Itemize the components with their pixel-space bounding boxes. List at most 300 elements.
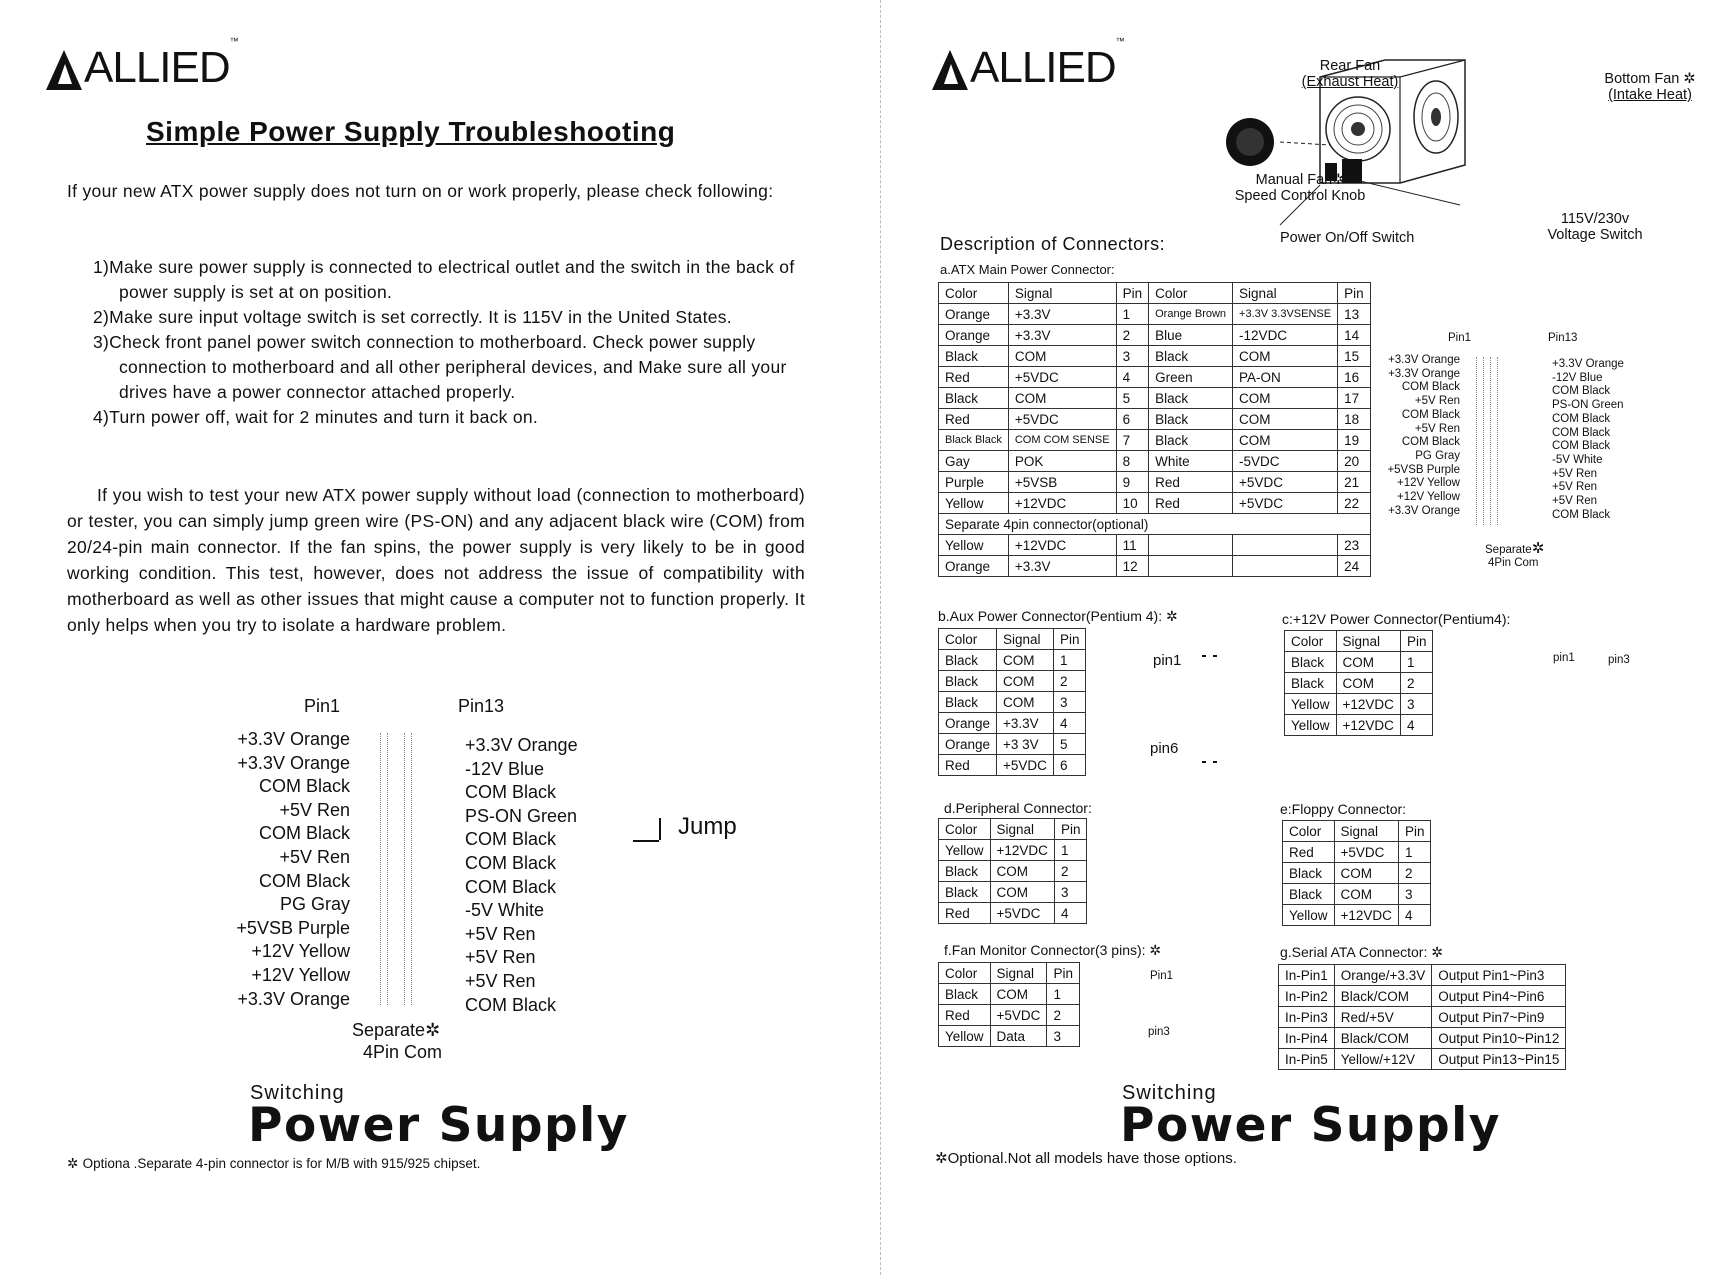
table-row (939, 304, 1371, 325)
mini-connector-dots (1490, 357, 1498, 525)
manual-fan-text: Manual Fan (1255, 172, 1333, 188)
table-cell: 24 (1338, 556, 1371, 577)
mini-pin-label: +5V Ren (1552, 495, 1598, 508)
table-cell: Black (939, 671, 997, 692)
pin-label: +3.3V Orange (465, 735, 578, 755)
step-item: 4)Turn power off, wait for 2 minutes and turn it back on. (93, 407, 539, 427)
table-cell: +5VDC (1334, 842, 1398, 863)
table-cell: Red (939, 755, 997, 776)
table-cell: 1 (1047, 984, 1080, 1005)
separate-4pin: 4Pin Com (363, 1042, 443, 1062)
table-cell: Output Pin4~Pin6 (1432, 986, 1566, 1007)
table-cell: +3.3V (1008, 304, 1116, 325)
sata-caption (1280, 944, 1443, 961)
table-cell: 15 (1338, 346, 1371, 367)
table-header-row (939, 963, 1080, 984)
table-row (1283, 863, 1431, 884)
table-cell: Yellow (939, 535, 1009, 556)
table-cell: Black (1285, 652, 1337, 673)
table-cell: 3 (1053, 692, 1086, 713)
mini-pin-label: +5V Ren (1552, 467, 1598, 480)
jump-bar (659, 818, 661, 840)
table-cell: Black (1149, 430, 1233, 451)
pin-label: +5VSB Purple (236, 917, 350, 938)
table-cell: +3.3V (1008, 556, 1116, 577)
pin-label: COM Black (465, 782, 557, 803)
table-cell: COM (990, 861, 1054, 882)
table-cell: 12 (1116, 556, 1149, 577)
intro-text: If your new ATX power supply does not turn on or work properly, please check following: (67, 181, 774, 201)
table-row (939, 903, 1087, 924)
pin-label: +12V Yellow (251, 941, 350, 962)
table-cell: 3 (1398, 884, 1431, 905)
table-cell: 4 (1400, 715, 1433, 736)
table-cell: 1 (1400, 652, 1433, 673)
asterisk-icon: ✲ (1431, 945, 1443, 961)
header-cell: Color (939, 283, 1009, 304)
power-switch-label: Power On/Off Switch (1280, 230, 1415, 246)
aux-table (938, 628, 1086, 776)
step-item: 2)Make sure input voltage switch is set correctly. It is 115V in the United States. (93, 307, 732, 327)
mini-pin-label: +3.3V Orange (1388, 504, 1460, 517)
bottom-fan-text: Bottom Fan (1604, 71, 1680, 87)
table-cell (1233, 556, 1338, 577)
table-cell: In-Pin4 (1279, 1028, 1335, 1049)
table-cell: In-Pin3 (1279, 1007, 1335, 1028)
table-cell: +3.3V (997, 713, 1054, 734)
mini-pin-label: COM Black (1552, 412, 1611, 425)
table-cell: Black Black (939, 430, 1009, 451)
table-cell: COM (990, 882, 1054, 903)
table-cell: COM (997, 671, 1054, 692)
mini-pin-label: PS-ON Green (1552, 399, 1624, 412)
table-row (939, 734, 1086, 755)
table-header-row (1283, 821, 1431, 842)
table-cell: Black (939, 882, 991, 903)
atx-main-table (938, 282, 1371, 577)
mini-pin-label: +12V Yellow (1397, 491, 1460, 504)
mini-pin-label: COM Black (1401, 381, 1460, 394)
header-cell: Color (939, 629, 997, 650)
mini-pin-label: +5V Ren (1552, 481, 1598, 494)
mini-pin-label: -12V Blue (1552, 371, 1603, 384)
table-cell: COM COM SENSE (1008, 430, 1116, 451)
table-row (1283, 842, 1431, 863)
header-cell: Color (939, 819, 991, 840)
pin-label: +5V Ren (279, 799, 350, 820)
table-cell: +3.3V (1008, 325, 1116, 346)
header-cell: Pin (1047, 963, 1080, 984)
aux-connector-icon (1202, 655, 1206, 763)
asterisk-icon: ✲ (1531, 539, 1545, 557)
mini-pin-label: COM Black (1552, 440, 1611, 453)
pin-label: +5V Ren (465, 923, 536, 944)
table-cell: +5VDC (1008, 409, 1116, 430)
header-cell: Pin (1116, 283, 1149, 304)
table-cell: Orange (939, 325, 1009, 346)
power-supply-label: Power Supply (1120, 1098, 1501, 1153)
mini-pin-list-right (1552, 358, 1662, 522)
asterisk-icon: ✲ (1683, 71, 1696, 87)
table-row (1279, 1028, 1566, 1049)
table-row (939, 692, 1086, 713)
asterisk-icon: ✲ (67, 1156, 83, 1172)
pin-label: +3.3V Orange (237, 752, 350, 773)
sata-caption-text: g.Serial ATA Connector: (1280, 944, 1428, 960)
table-cell: Orange (939, 556, 1009, 577)
header-cell: Pin (1338, 283, 1371, 304)
table-row (1285, 673, 1433, 694)
table-cell: Black/COM (1334, 1028, 1431, 1049)
bottom-fan-label (1580, 71, 1720, 103)
table-cell: +5VDC (997, 755, 1054, 776)
right-page (890, 0, 1725, 1275)
table-cell: COM (1008, 346, 1116, 367)
table-row (939, 840, 1087, 861)
mini-separate-4pin: 4Pin Com (1488, 557, 1539, 569)
header-cell: Signal (990, 963, 1047, 984)
header-cell: Signal (1233, 283, 1338, 304)
table-cell: COM (1334, 884, 1398, 905)
page-title: Simple Power Supply Troubleshooting (146, 116, 676, 147)
mini-pin-label: COM Black (1401, 436, 1460, 449)
table-row (1285, 715, 1433, 736)
table-cell: +12VDC (1334, 905, 1398, 926)
table-cell: Yellow (939, 840, 991, 861)
table-cell (1233, 535, 1338, 556)
table-cell: Red (1283, 842, 1335, 863)
table-cell: COM (1336, 673, 1400, 694)
table-cell: +5VDC (990, 903, 1054, 924)
allied-logo-mark-icon (932, 50, 968, 90)
table-cell: White (1149, 451, 1233, 472)
switching-label: Switching (250, 1082, 345, 1104)
table-row (1279, 1007, 1566, 1028)
mini-pin-label: +5VSB Purple (1387, 463, 1460, 476)
pin-label: PG Gray (279, 894, 350, 915)
peripheral-table (938, 818, 1087, 924)
pin-label: COM Black (465, 852, 557, 873)
voltage-switch-text: 115V/230v (1560, 211, 1630, 227)
table-cell: Red (939, 409, 1009, 430)
mini-pin-label: COM Black (1552, 508, 1611, 521)
table-row (1283, 884, 1431, 905)
pin-label: -12V Blue (465, 758, 545, 779)
aux-caption (938, 608, 1178, 625)
p12-caption: c:+12V Power Connector(Pentium4): (1282, 611, 1511, 627)
description-heading: Description of Connectors: (940, 234, 1166, 254)
fan-table (938, 962, 1080, 1047)
table-cell: 2 (1053, 671, 1086, 692)
table-cell: Orange/+3.3V (1334, 965, 1431, 986)
fan-pin3-label: pin3 (1148, 1026, 1170, 1038)
mini-pin1-label: Pin1 (1448, 332, 1472, 344)
mini-connector-dots (1476, 357, 1484, 525)
table-header-row (939, 629, 1086, 650)
header-cell: Color (1283, 821, 1335, 842)
table-cell: Purple (939, 472, 1009, 493)
table-row (939, 325, 1371, 346)
separate-note (352, 1020, 440, 1041)
table-cell: 2 (1047, 1005, 1080, 1026)
p12-pin3-label: pin3 (1608, 654, 1630, 666)
table-cell: Black (939, 650, 997, 671)
table-cell: Black (939, 346, 1009, 367)
table-cell: COM (997, 692, 1054, 713)
table-cell: 3 (1054, 882, 1087, 903)
allied-logo: ALLIED ™ (46, 30, 239, 90)
table-cell: COM (1233, 430, 1338, 451)
table-cell: 7 (1116, 430, 1149, 451)
table-cell: 3 (1400, 694, 1433, 715)
aux-caption-text: b.Aux Power Connector(Pentium 4): (938, 608, 1163, 624)
table-cell: Red (1149, 472, 1233, 493)
table-cell: Black (939, 692, 997, 713)
mini-pin-label: -5V White (1552, 453, 1603, 466)
table-cell: Orange (939, 734, 997, 755)
pin-label: +5V Ren (279, 846, 350, 867)
voltage-switch-label (1520, 211, 1670, 243)
table-cell: 4 (1398, 905, 1431, 926)
aux-pin6-label: pin6 (1150, 740, 1179, 757)
asterisk-icon: ✲ (1166, 609, 1178, 625)
table-cell: 6 (1116, 409, 1149, 430)
table-cell: Red (939, 1005, 991, 1026)
floppy-caption: e:Floppy Connector: (1280, 801, 1407, 817)
pin-label: +3.3V Orange (237, 988, 350, 1009)
table-cell: +12VDC (1336, 715, 1400, 736)
table-cell: COM (1336, 652, 1400, 673)
table-cell: Orange Brown (1149, 304, 1233, 325)
table-cell: -12VDC (1233, 325, 1338, 346)
table-cell: +5VDC (1233, 493, 1338, 514)
table-cell: -5VDC (1233, 451, 1338, 472)
header-cell: Signal (997, 629, 1054, 650)
power-supply-label: Power Supply (248, 1098, 629, 1153)
pin1-label: Pin1 (304, 696, 341, 716)
table-cell: PA-ON (1233, 367, 1338, 388)
allied-logo: ALLIED ™ (932, 30, 1125, 90)
table-cell: 21 (1338, 472, 1371, 493)
table-cell: COM (1008, 388, 1116, 409)
table-row (939, 882, 1087, 903)
header-cell: Signal (1336, 631, 1400, 652)
mini-separate (1485, 539, 1545, 558)
manual-fan-sub: Speed Control Knob (1234, 188, 1366, 204)
table-cell: Data (990, 1026, 1047, 1047)
table-cell: Red (939, 903, 991, 924)
table-cell: Black (1283, 884, 1335, 905)
pin-label: -5V White (465, 900, 545, 921)
fan-caption (944, 942, 1161, 959)
footnote (935, 1149, 1237, 1167)
pin-label: COM Black (465, 829, 557, 850)
page-fold (880, 0, 882, 1275)
table-cell: Yellow (939, 493, 1009, 514)
table-cell: In-Pin5 (1279, 1049, 1335, 1070)
table-cell: COM (1233, 346, 1338, 367)
table-cell: COM (997, 650, 1054, 671)
table-row (939, 430, 1371, 451)
footnote-text: Optional.Not all models have those options. (947, 1150, 1237, 1167)
pin-label: +5V Ren (465, 947, 536, 968)
bottom-fan-icon (1414, 81, 1458, 153)
table-cell: Yellow (939, 1026, 991, 1047)
rear-fan-text: Rear Fan (1319, 58, 1381, 74)
table-cell: 5 (1053, 734, 1086, 755)
mini-pin-label: +12V Yellow (1397, 477, 1460, 490)
pin-label: +3.3V Orange (237, 729, 350, 749)
separate-text: Separate (352, 1020, 426, 1040)
table-cell: Red (1149, 493, 1233, 514)
table-cell: Black (1149, 388, 1233, 409)
atx-caption: a.ATX Main Power Connector: (940, 262, 1115, 277)
table-cell: Black (1149, 346, 1233, 367)
table-cell: 4 (1053, 713, 1086, 734)
header-cell: Signal (1334, 821, 1398, 842)
table-cell: COM (1334, 863, 1398, 884)
table-row (939, 755, 1086, 776)
table-cell: 8 (1116, 451, 1149, 472)
table-cell: 4 (1054, 903, 1087, 924)
table-cell: +5VDC (1008, 367, 1116, 388)
table-cell: Black/COM (1334, 986, 1431, 1007)
table-cell: Red/+5V (1334, 1007, 1431, 1028)
header-cell: Pin (1400, 631, 1433, 652)
table-cell: COM (1233, 409, 1338, 430)
header-cell: Pin (1054, 819, 1087, 840)
jump-label: Jump (678, 813, 737, 840)
aux-connector-icon (1213, 655, 1217, 763)
connector-dots (404, 733, 412, 1005)
table-cell: Black (1283, 863, 1335, 884)
table-row (939, 1026, 1080, 1047)
table-cell: Black (939, 388, 1009, 409)
table-cell: Output Pin13~Pin15 (1432, 1049, 1566, 1070)
allied-logo-mark-icon (46, 50, 82, 90)
mini-pin-label: COM Black (1401, 408, 1460, 421)
table-cell: 10 (1116, 493, 1149, 514)
table-row (939, 346, 1371, 367)
header-cell: Signal (1008, 283, 1116, 304)
peripheral-caption: d.Peripheral Connector: (944, 800, 1092, 816)
sata-table (1278, 964, 1566, 1070)
table-cell: 1 (1398, 842, 1431, 863)
table-cell: +12VDC (1008, 535, 1116, 556)
table-cell: COM (1233, 388, 1338, 409)
table-cell: 1 (1116, 304, 1149, 325)
mini-pin-label: COM Black (1552, 385, 1611, 398)
table-header-row (939, 283, 1371, 304)
table-row (939, 493, 1371, 514)
pin-list-right (465, 734, 635, 1017)
table-row (939, 388, 1371, 409)
asterisk-icon: ✲ (1149, 943, 1162, 959)
mini-pin-list-left (1360, 354, 1460, 518)
asterisk-icon: ✲ (425, 1020, 441, 1041)
table-cell: 2 (1400, 673, 1433, 694)
step-item: 1)Make sure power supply is connected to electrical outlet and the switch in the back of power supply is set at on position. (93, 257, 795, 302)
table-cell: 18 (1338, 409, 1371, 430)
allied-logo-text: ALLIED (970, 43, 1116, 92)
table-cell: +12VDC (1336, 694, 1400, 715)
table-cell: Black (1149, 409, 1233, 430)
aux-pin1-label: pin1 (1153, 652, 1182, 669)
table-cell: 3 (1047, 1026, 1080, 1047)
header-cell: Pin (1398, 821, 1431, 842)
mini-pin-label: COM Black (1552, 426, 1611, 439)
table-cell: Black (1285, 673, 1337, 694)
step-item: 3)Check front panel power switch connection to motherboard. Check power supply connection to motherboard and all other peripheral devices, and Make sure all your drives have a power connector attached properly. (93, 332, 787, 402)
pin-label: +5V Ren (465, 970, 536, 991)
table-cell: 16 (1338, 367, 1371, 388)
table-cell: 1 (1054, 840, 1087, 861)
table-row (939, 556, 1371, 577)
pin-label: PS-ON Green (465, 805, 578, 826)
rear-fan-sub: (Exhaust Heat) (1301, 74, 1399, 90)
connector-dots (380, 733, 388, 1005)
table-cell: 5 (1116, 388, 1149, 409)
table-row (939, 535, 1371, 556)
table-cell: Output Pin1~Pin3 (1432, 965, 1566, 986)
header-cell: Signal (990, 819, 1054, 840)
troubleshooting-steps (93, 255, 805, 430)
table-cell: 11 (1116, 535, 1149, 556)
table-cell: 2 (1054, 861, 1087, 882)
table-row (939, 984, 1080, 1005)
table-cell: +5VDC (1233, 472, 1338, 493)
table-row (1285, 694, 1433, 715)
table-cell: 2 (1116, 325, 1149, 346)
table-cell: 4 (1116, 367, 1149, 388)
bottom-fan-sub: (Intake Heat) (1608, 87, 1692, 103)
pin-label: COM Black (258, 870, 350, 891)
table-cell: Blue (1149, 325, 1233, 346)
table-cell: In-Pin2 (1279, 986, 1335, 1007)
table-cell: +12VDC (990, 840, 1054, 861)
table-cell: +5VSB (1008, 472, 1116, 493)
table-cell: +3 3V (997, 734, 1054, 755)
table-cell: 2 (1398, 863, 1431, 884)
table-row (939, 713, 1086, 734)
table-cell: 22 (1338, 493, 1371, 514)
table-cell: Orange (939, 304, 1009, 325)
table-cell: 6 (1053, 755, 1086, 776)
table-cell (1149, 535, 1233, 556)
table-row (1279, 986, 1566, 1007)
table-header-row (939, 819, 1087, 840)
table-cell: 17 (1338, 388, 1371, 409)
asterisk-icon: ✲ (935, 1149, 948, 1167)
header-cell: Pin (1053, 629, 1086, 650)
table-row (1279, 965, 1566, 986)
table-cell: +5VDC (990, 1005, 1047, 1026)
table-cell: Black (939, 984, 991, 1005)
table-row (939, 650, 1086, 671)
table-cell: Black (939, 861, 991, 882)
footnote (67, 1156, 480, 1172)
table-cell: Yellow (1283, 905, 1335, 926)
table-cell (1149, 556, 1233, 577)
table-cell: +3.3V 3.3VSENSE (1233, 304, 1338, 325)
mini-pin-label: +3.3V Orange (1552, 358, 1624, 370)
table-row (939, 367, 1371, 388)
voltage-switch-sub: Voltage Switch (1547, 227, 1643, 243)
table-row (939, 409, 1371, 430)
table-row (939, 451, 1371, 472)
pin-label: COM Black (465, 994, 557, 1015)
table-cell: Yellow (1285, 715, 1337, 736)
